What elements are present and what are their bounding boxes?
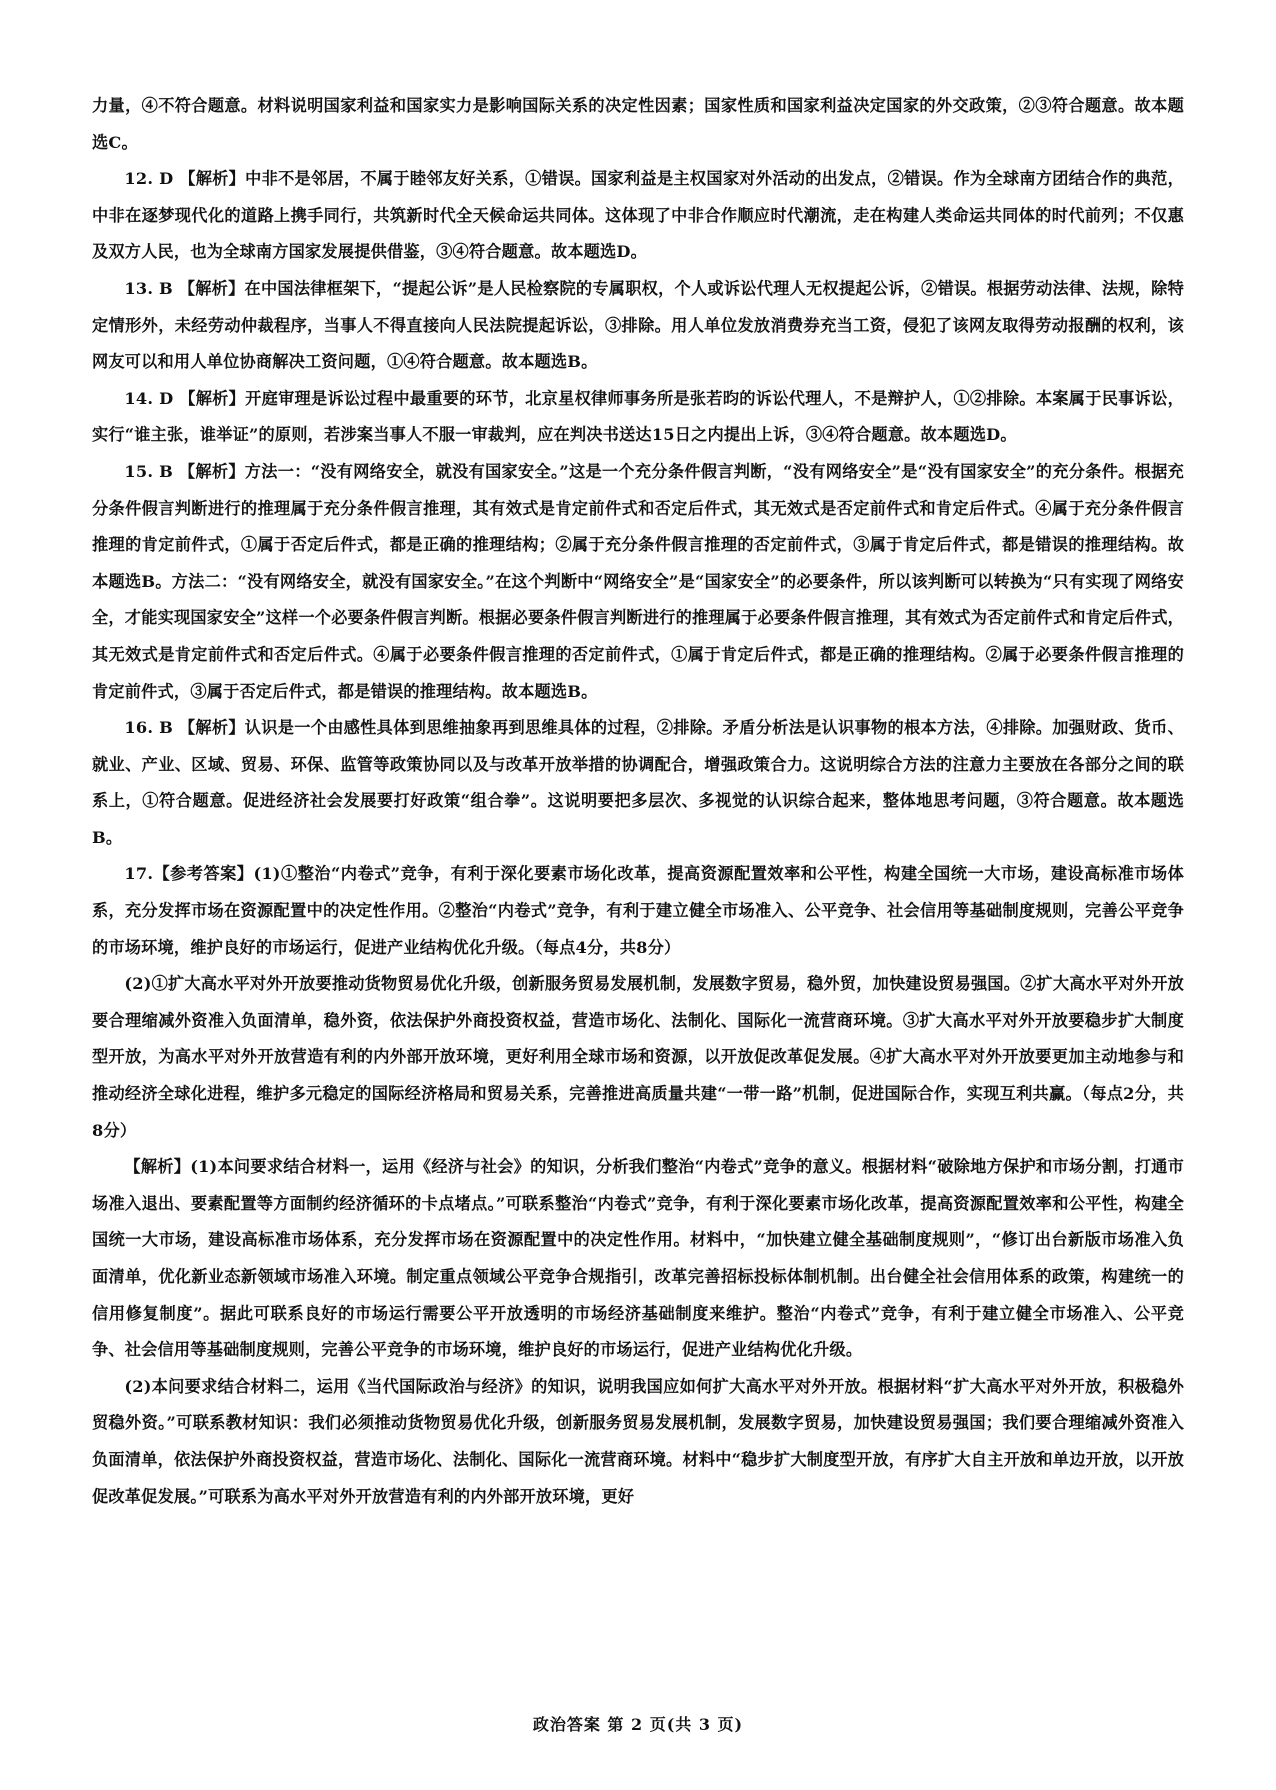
answer-16: 16. B 【解析】认识是一个由感性具体到思维抽象再到思维具体的过程，②排除。矛盾分析法是认识事物的根本方法，④排除。加强财政、货币、就业、产业、区域、贸易、环保、监管等政策协同以及与改革开放举措的协调配合，增强政策合力。这说明综合方法的注意力主要放在各部分之间的联系上，①符合题意。促进经济社会发展要打好政策“组合拳”。这说明要把多层次、多视觉的认识综合起来，整体地思考问题，③符合题意。故本题选B。	[92, 718, 1184, 847]
answer-14: 14. D 【解析】开庭审理是诉讼过程中最重要的环节，北京星权律师事务所是张若昀的诉讼代理人，不是辩护人，①②排除。本案属于民事诉讼，实行“谁主张，谁举证”的原则，若涉案当事人不服一审裁判，应在判决书送达15日之内提出上诉，③④符合题意。故本题选D。	[92, 388, 1184, 445]
answer-15: 15. B 【解析】方法一：“没有网络安全，就没有国家安全。”这是一个充分条件假言判断，“没有网络安全”是“没有国家安全”的充分条件。根据充分条件假言判断进行的推理属于充分条件假言推理，其有效式是肯定前件式和否定后件式，其无效式是否定前件式和肯定后件式。④属于充分条件假言推理的肯定前件式，①属于否定后件式，都是正确的推理结构；②属于充分条件假言推理的否定前件式，③属于肯定后件式，都是错误的推理结构。故本题选B。方法二：“没有网络安全，就没有国家安全。”在这个判断中“网络安全”是“国家安全”的必要条件，所以该判断可以转换为“只有实现了网络安全，才能实现国家安全”这样一个必要条件假言判断。根据必要条件假言判断进行的推理属于必要条件假言推理，其有效式为否定前件式和肯定后件式，其无效式是肯定前件式和否定后件式。④属于必要条件假言推理的否定前件式，①属于肯定后件式，都是正确的推理结构。②属于必要条件假言推理的肯定前件式，③属于否定后件式，都是错误的推理结构。故本题选B。	[92, 461, 1184, 701]
answer-17-part-2: (2)①扩大高水平对外开放要推动货物贸易优化升级，创新服务贸易发展机制，发展数字贸易，稳外贸，加快建设贸易强国。②扩大高水平对外开放要合理缩减外资准入负面清单，稳外资，依法保护外商投资权益，营造市场化、法制化、国际化一流营商环境。③扩大高水平对外开放要稳步扩大制度型开放，为高水平对外开放营造有利的内外部开放环境，更好利用全球市场和资源，以开放促改革促发展。④扩大高水平对外开放要更加主动地参与和推动经济全球化进程，维护多元稳定的国际经济格局和贸易关系，完善推进高质量共建“一带一路”机制，促进国际合作，实现互利共赢。（每点2分，共8分）	[92, 974, 1184, 1140]
answer-17-part-1: 17.【参考答案】(1)①整治“内卷式”竞争，有利于深化要素市场化改革，提高资源配置效率和公平性，构建全国统一大市场，建设高标准市场体系，充分发挥市场在资源配置中的决定性作用。②整治“内卷式”竞争，有利于建立健全市场准入、公平竞争、社会信用等基础制度规则，完善公平竞争的市场环境，维护良好的市场运行，促进产业结构优化升级。（每点4分，共8分）	[92, 864, 1184, 957]
paragraph-continuation: 力量，④不符合题意。材料说明国家利益和国家实力是影响国际关系的决定性因素；国家性质和国家利益决定国家的外交政策，②③符合题意。故本题选C。	[92, 96, 1184, 152]
document-body	[92, 88, 1184, 1515]
answer-12: 12. D 【解析】中非不是邻居，不属于睦邻友好关系，①错误。国家利益是主权国家对外活动的出发点，②错误。作为全球南方团结合作的典范，中非在逐梦现代化的道路上携手同行，共筑新时代全天候命运共同体。这体现了中非合作顺应时代潮流，走在构建人类命运共同体的时代前列；不仅惠及双方人民，也为全球南方国家发展提供借鉴，③④符合题意。故本题选D。	[92, 169, 1184, 262]
answer-13: 13. B 【解析】在中国法律框架下，“提起公诉”是人民检察院的专属职权，个人或诉讼代理人无权提起公诉，②错误。根据劳动法律、法规，除特定情形外，未经劳动仲裁程序，当事人不得直接向人民法院提起诉讼，③排除。用人单位发放消费券充当工资，侵犯了该网友取得劳动报酬的权利，该网友可以和用人单位协商解决工资问题，①④符合题意。故本题选B。	[92, 278, 1184, 372]
analysis-17-part-1: 【解析】(1)本问要求结合材料一，运用《经济与社会》的知识，分析我们整治“内卷式”竞争的意义。根据材料“破除地方保护和市场分割，打通市场准入退出、要素配置等方面制约经济循环的卡点堵点。”可联系整治“内卷式”竞争，有利于深化要素市场化改革，提高资源配置效率和公平性，构建全国统一大市场，建设高标准市场体系，充分发挥市场在资源配置中的决定性作用。材料中，“加快建立健全基础制度规则”，“修订出台新版市场准入负面清单，优化新业态新领域市场准入环境。制定重点领域公平竞争合规指引，改革完善招标投标体制机制。出台健全社会信用体系的政策，构建统一的信用修复制度”。据此可联系良好的市场运行需要公平开放透明的市场经济基础制度来维护。整治“内卷式”竞争，有利于建立健全市场准入、公平竞争、社会信用等基础制度规则，完善公平竞争的市场环境，维护良好的市场运行，促进产业结构优化升级。	[92, 1157, 1184, 1360]
analysis-17-part-2: (2)本问要求结合材料二，运用《当代国际政治与经济》的知识，说明我国应如何扩大高水平对外开放。根据材料“扩大高水平对外开放，积极稳外贸稳外资。”可联系教材知识：我们必须推动货物贸易优化升级，创新服务贸易发展机制，发展数字贸易，加快建设贸易强国；我们要合理缩减外资准入负面清单，依法保护外商投资权益，营造市场化、法制化、国际化一流营商环境。材料中“稳步扩大制度型开放，有序扩大自主开放和单边开放，以开放促改革促发展。”可联系为高水平对外开放营造有利的内外部开放环境，更好	[92, 1376, 1184, 1506]
page-footer: 政治答案 第 2 页(共 3 页)	[532, 1715, 744, 1734]
